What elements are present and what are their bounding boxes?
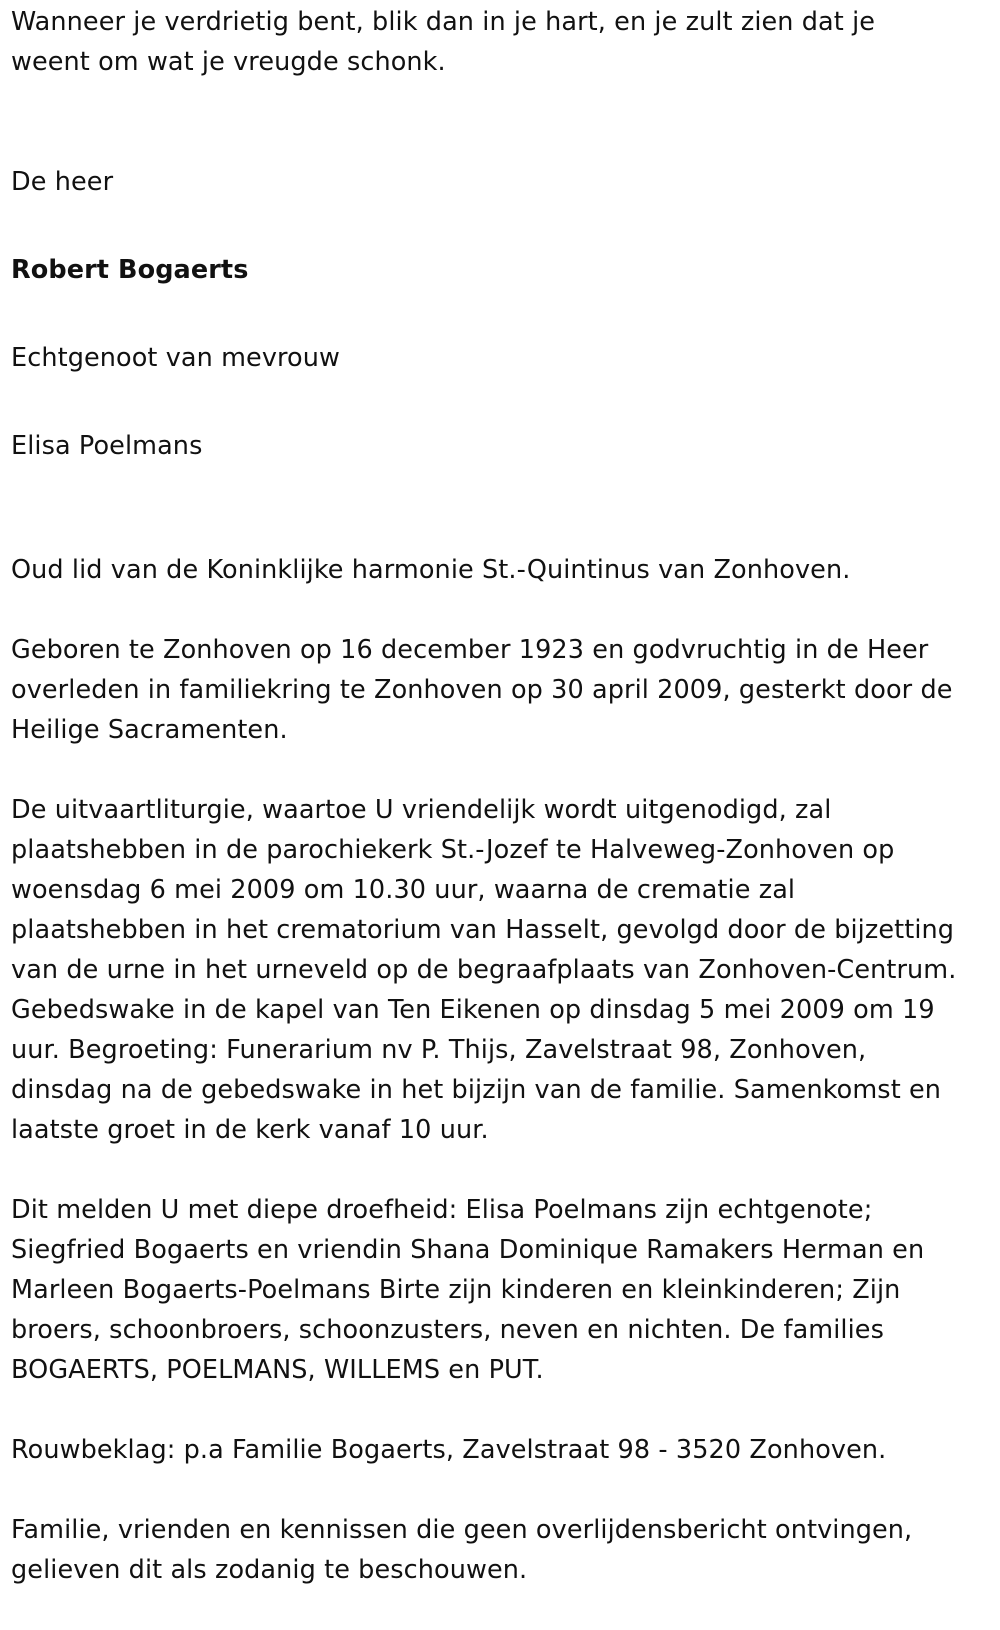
obituary-document (11, 2, 996, 1630)
spouse-label: Echtgenoot van mevrouw (11, 343, 340, 373)
deceased-header (11, 122, 996, 510)
membership-line: Oud lid van de Koninklijke harmonie St.-Quintinus van Zonhoven. (11, 555, 851, 585)
funeral-details-paragraph: De uitvaartliturgie, waartoe U vriendelijk wordt uitgenodigd, zal plaatshebben in de parochiekerk St.-Jozef te Halveweg-Zonhoven op woensdag 6 mei 2009 om 10.30 uur, waarna de crematie zal plaatshebben in het crematorium van Hasselt, gevolgd door de bijzetting van de urne in het urneveld op de begraafplaats van Zonhoven-Centrum. Gebedswake in de kapel van Ten Eikenen op dinsdag 5 mei 2009 om 19 uur. Begroeting: Funerarium nv P. Thijs, Zavelstraat 98, Zonhoven, dinsdag na de gebedswake in het bijzijn van de familie. Samenkomst en laatste groet in de kerk vanaf 10 uur. (11, 795, 957, 1145)
closing-note: Familie, vrienden en kennissen die geen overlijdensbericht ontvingen, gelieven dit als zodanig te beschouwen. (11, 1515, 913, 1585)
condolence-address: Rouwbeklag: p.a Familie Bogaerts, Zavelstraat 98 - 3520 Zonhoven. (11, 1435, 887, 1465)
family-notice-paragraph: Dit melden U met diepe droefheid: Elisa Poelmans zijn echtgenote; Siegfried Bogaerts en vriendin Shana Dominique Ramakers Herman en Marleen Bogaerts-Poelmans Birte zijn kinderen en kleinkinderen; Zijn broers, schoonbroers, schoonzusters, neven en nichten. De families BOGAERTS, POELMANS, WILLEMS en PUT. (11, 1195, 925, 1385)
birth-death-paragraph: Geboren te Zonhoven op 16 december 1923 en godvruchtig in de Heer overleden in familiekring te Zonhoven op 30 april 2009, gesterkt door de Heilige Sacramenten. (11, 635, 953, 745)
title-prefix: De heer (11, 167, 114, 197)
deceased-name: Robert Bogaerts (11, 255, 249, 285)
opening-quote: Wanneer je verdrietig bent, blik dan in je hart, en je zult zien dat je weent om wat je vreugde schonk. (11, 7, 876, 77)
spouse-name: Elisa Poelmans (11, 431, 203, 461)
